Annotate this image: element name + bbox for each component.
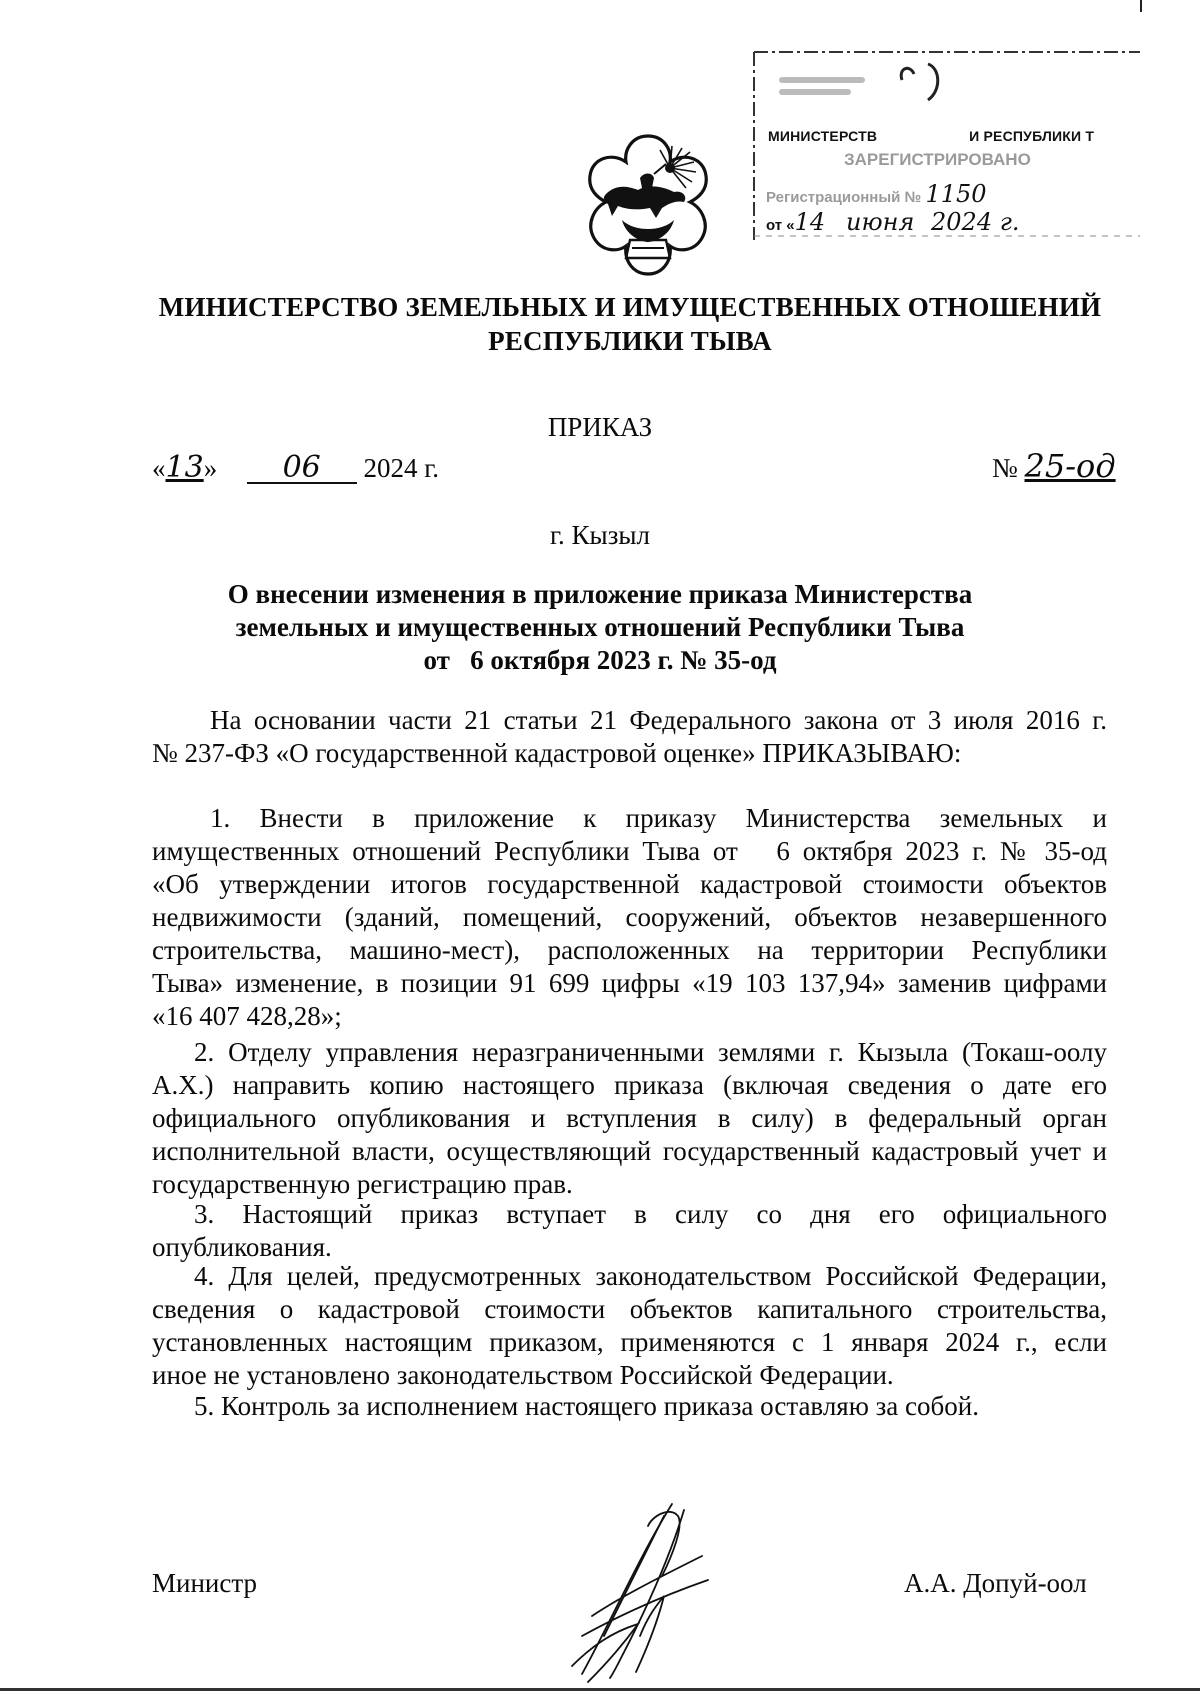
scan-bottom-edge <box>0 1688 1200 1691</box>
stamp-registered-label: ЗАРЕГИСТРИРОВАНО <box>844 150 1031 169</box>
ministry-heading <box>150 290 1110 358</box>
order-title-line3: от 6 октября 2023 г. № 35-од <box>423 645 777 675</box>
item-1-line: Тыва» изменение, в позиции 91 699 цифры «19 103 137,94» заменив цифрами <box>152 968 1107 998</box>
item-3 <box>152 1198 1107 1264</box>
tuva-emblem-icon <box>572 128 724 280</box>
item-1-line: имущественных отношений Республики Тыва от 6 октября 2023 г. № 35-од <box>152 836 1107 866</box>
item-4 <box>152 1260 1107 1392</box>
item-2-line <box>152 1036 1107 1069</box>
item-2-line: официального опубликования и вступления в силу) в федеральный орган <box>152 1103 1107 1133</box>
document-type: ПРИКАЗ <box>547 412 653 442</box>
handwritten-signature <box>552 1496 722 1686</box>
basis-line: № 237-ФЗ «О государственной кадастровой оценке» ПРИКАЗЫВАЮ: <box>152 738 962 768</box>
item-1-line: недвижимости (зданий, помещений, сооружений, объектов незавершенного <box>152 902 1107 932</box>
order-title-line1: О внесении изменения в приложение приказа Министерства <box>227 579 973 609</box>
scan-edge-mark <box>1140 0 1142 12</box>
item-1-line-text: 1. Внести в приложение к приказу Министерства земельных и <box>210 803 1107 833</box>
date-open-quote: « <box>152 453 166 483</box>
date-month: 06 <box>247 454 357 484</box>
item-5-line-text: 5. Контроль за исполнением настоящего приказа оставляю за собой. <box>194 1391 979 1421</box>
registration-stamp <box>752 50 1144 245</box>
item-3-line <box>152 1198 1107 1231</box>
item-4-line: иное не установлено законодательством Российской Федерации. <box>152 1360 894 1390</box>
stamp-line1-right: И РЕСПУБЛИКИ Т <box>969 128 1095 144</box>
item-3-line-text: 3. Настоящий приказ вступает в силу со дня его официального <box>194 1199 1107 1229</box>
item-4-line-text: 4. Для целей, предусмотренных законодательством Российской Федерации, <box>194 1261 1107 1291</box>
stamp-date-line <box>766 208 1019 236</box>
stamp-reg-number-label: Регистрационный № <box>766 189 922 206</box>
basis-paragraph <box>152 704 1107 770</box>
item-1-line: строительства, машино-мест), расположенных на территории Республики <box>152 935 1107 965</box>
stamp-date-day: 14 <box>794 208 826 236</box>
stamp-date-label: от « <box>766 217 795 234</box>
item-1-line <box>152 802 1107 835</box>
order-number-label: № <box>992 453 1018 483</box>
order-title <box>180 578 1020 677</box>
item-2-line-text: 2. Отделу управления неразграниченными землями г. Кызыла (Токаш-оолу <box>194 1037 1107 1067</box>
item-1-line: «Об утверждении итогов государственной кадастровой стоимости объектов <box>152 869 1107 899</box>
stamp-date-month: июня <box>846 208 915 236</box>
stamp-reg-number-line <box>766 180 987 208</box>
item-1 <box>152 802 1107 1033</box>
city: г. Кызыл <box>550 520 650 550</box>
date-close-quote: » <box>203 453 218 483</box>
basis-line <box>152 704 1107 737</box>
item-5-line <box>152 1390 1107 1423</box>
signatory-position: Министр <box>152 1568 257 1598</box>
item-1-line: «16 407 428,28»; <box>152 1001 342 1031</box>
item-2-line: А.Х.) направить копию настоящего приказа (включая сведения о дате его <box>152 1070 1107 1100</box>
order-number-value: 25-од <box>1024 447 1116 485</box>
date-year: 2024 г. <box>363 453 439 483</box>
stamp-ministry-line <box>768 128 1094 144</box>
ministry-heading-line1: МИНИСТЕРСТВО ЗЕМЕЛЬНЫХ И ИМУЩЕСТВЕННЫХ ОТНОШЕНИЙ <box>158 292 1102 322</box>
order-number <box>992 447 1116 485</box>
basis-line1-text: На основании части 21 статьи 21 Федерального закона от 3 июля 2016 г. <box>210 705 1107 735</box>
stamp-line1-left: МИНИСТЕРСТВ <box>768 128 878 144</box>
item-4-line: установленных настоящим приказом, применяются с 1 января 2024 г., если <box>152 1327 1107 1357</box>
date-day: 13 <box>165 450 204 485</box>
item-3-line: опубликования. <box>152 1232 332 1262</box>
stamp-reg-number-value: 1150 <box>925 180 987 208</box>
item-2-line: государственную регистрацию прав. <box>152 1169 573 1199</box>
item-2 <box>152 1036 1107 1201</box>
stamp-date-year: 2024 г. <box>931 208 1020 236</box>
order-title-line2: земельных и имущественных отношений Республики Тыва <box>235 612 965 642</box>
order-date <box>152 450 439 485</box>
ministry-heading-line2: РЕСПУБЛИКИ ТЫВА <box>488 326 772 356</box>
item-5 <box>152 1390 1107 1423</box>
item-2-line: исполнительной власти, осуществляющий государственный кадастровый учет и <box>152 1136 1107 1166</box>
item-4-line <box>152 1260 1107 1293</box>
item-4-line: сведения о кадастровой стоимости объектов капитального строительства, <box>152 1294 1107 1324</box>
signatory-name: А.А. Допуй-оол <box>904 1568 1087 1598</box>
